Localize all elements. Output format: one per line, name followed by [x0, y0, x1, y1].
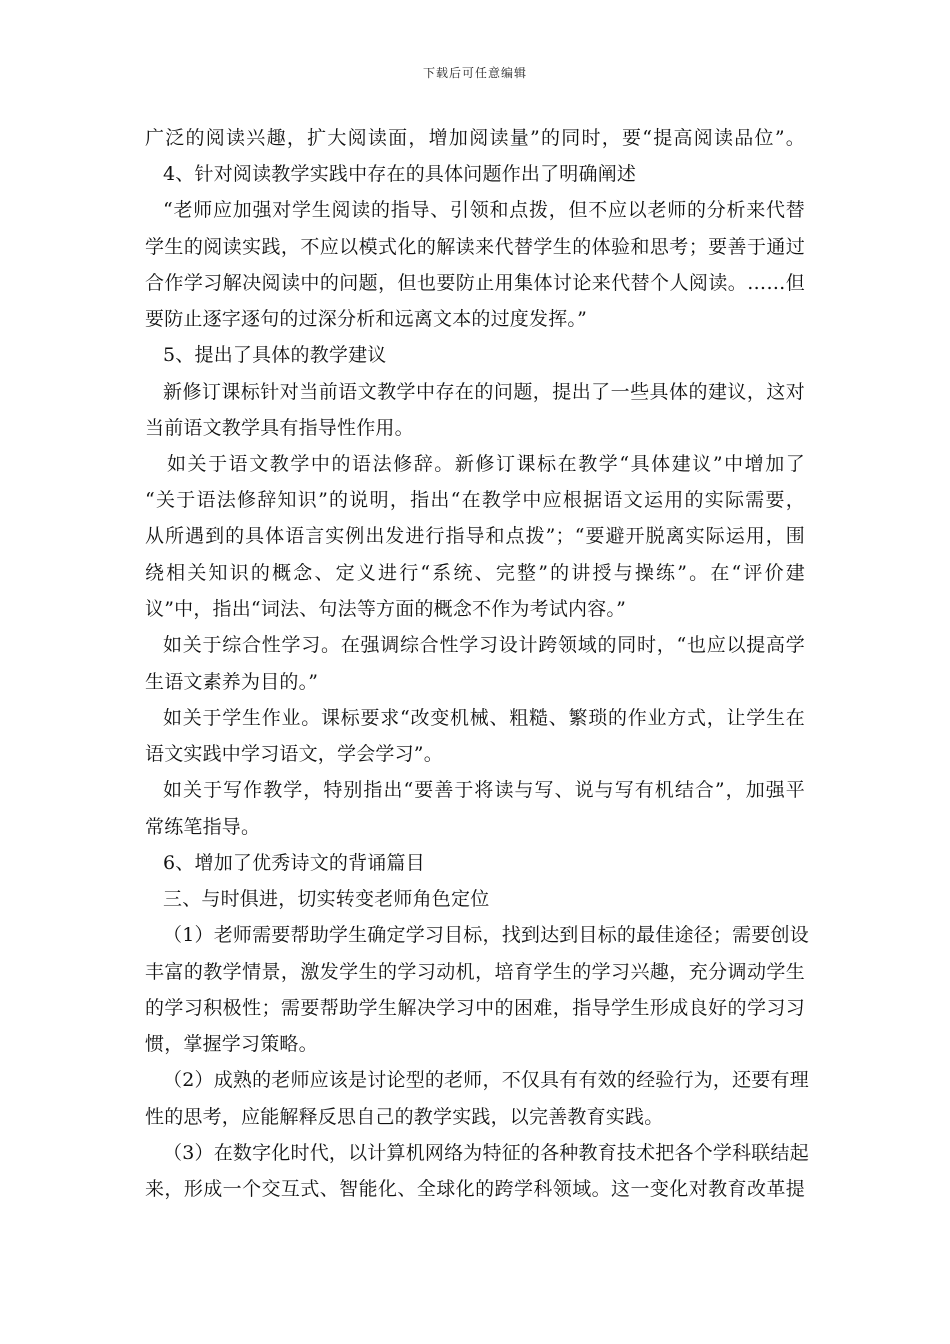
text-line: 三、与时俱进，切实转变老师角色定位: [163, 888, 490, 910]
text-line: 如关于综合性学习。在强调综合性学习设计跨领域的同时，“也应以提高学: [163, 634, 805, 656]
text-line: 要防止逐字逐句的过深分析和远离文本的过度发挥。”: [145, 308, 588, 330]
text-line: 如关于学生作业。课标要求“改变机械、粗糙、繁琐的作业方式，让学生在: [163, 707, 805, 729]
text-line: 广泛的阅读兴趣，扩大阅读面，增加阅读量”的同时，要“提高阅读品位”。: [145, 127, 805, 149]
text-line: 议”中，指出“词法、句法等方面的概念不作为考试内容。”: [145, 598, 627, 620]
page-header: 下载后可任意编辑: [422, 66, 527, 80]
text-line: 新修订课标针对当前语文教学中存在的问题，提出了一些具体的建议，这对: [163, 381, 805, 403]
text-line: 当前语文教学具有指导性作用。: [145, 417, 414, 439]
text-line: 绕相关知识的概念、定义进行“系统、完整”的讲授与操练”。在“评价建: [145, 562, 805, 584]
text-line: 生语文素养为目的。”: [145, 671, 319, 693]
text-line: 4、针对阅读教学实践中存在的具体问题作出了明确阐述: [163, 163, 637, 185]
text-line: 6、增加了优秀诗文的背诵篇目: [163, 852, 425, 874]
text-line: 从所遇到的具体语言实例出发进行指导和点拨”；“要避开脱离实际运用，围: [145, 525, 805, 547]
text-line: 来，形成一个交互式、智能化、全球化的跨学科领域。这一变化对教育改革提: [145, 1178, 805, 1200]
text-line: 合作学习解决阅读中的问题，但也要防止用集体讨论来代替个人阅读。……但: [145, 272, 805, 294]
text-line: 惯，掌握学习策略。: [145, 1033, 318, 1055]
text-line: 性的思考，应能解释反思自己的教学实践，以完善教育实践。: [145, 1106, 664, 1128]
text-line: 如关于语文教学中的语法修辞。新修订课标在教学“具体建议”中增加了: [167, 453, 805, 475]
text-line: （3）在数字化时代，以计算机网络为特征的各种教育技术把各个学科联结起: [163, 1142, 809, 1164]
text-line: （1）老师需要帮助学生确定学习目标，找到达到目标的最佳途径；需要创设: [163, 924, 809, 946]
text-line: 的学习积极性；需要帮助学生解决学习中的困难，指导学生形成良好的学习习: [145, 997, 805, 1019]
text-line: 学生的阅读实践，不应以模式化的解读来代替学生的体验和思考；要善于通过: [145, 236, 805, 258]
text-line: 如关于写作教学，特别指出“要善于将读与写、说与写有机结合”，加强平: [163, 779, 805, 801]
text-line: 丰富的教学情景，激发学生的学习动机，培育学生的学习兴趣，充分调动学生: [145, 961, 805, 983]
text-line: 常练笔指导。: [145, 816, 261, 838]
text-line: 5、提出了具体的教学建议: [163, 344, 387, 366]
text-line: “老师应加强对学生阅读的指导、引领和点拨，但不应以老师的分析来代替: [163, 199, 805, 221]
text-line: 语文实践中学习语文，学会学习”。: [145, 743, 443, 765]
text-line: （2）成熟的老师应该是讨论型的老师，不仅具有有效的经验行为，还要有理: [163, 1069, 809, 1091]
text-line: “关于语法修辞知识”的说明，指出“在教学中应根据语文运用的实际需要，: [145, 489, 805, 511]
